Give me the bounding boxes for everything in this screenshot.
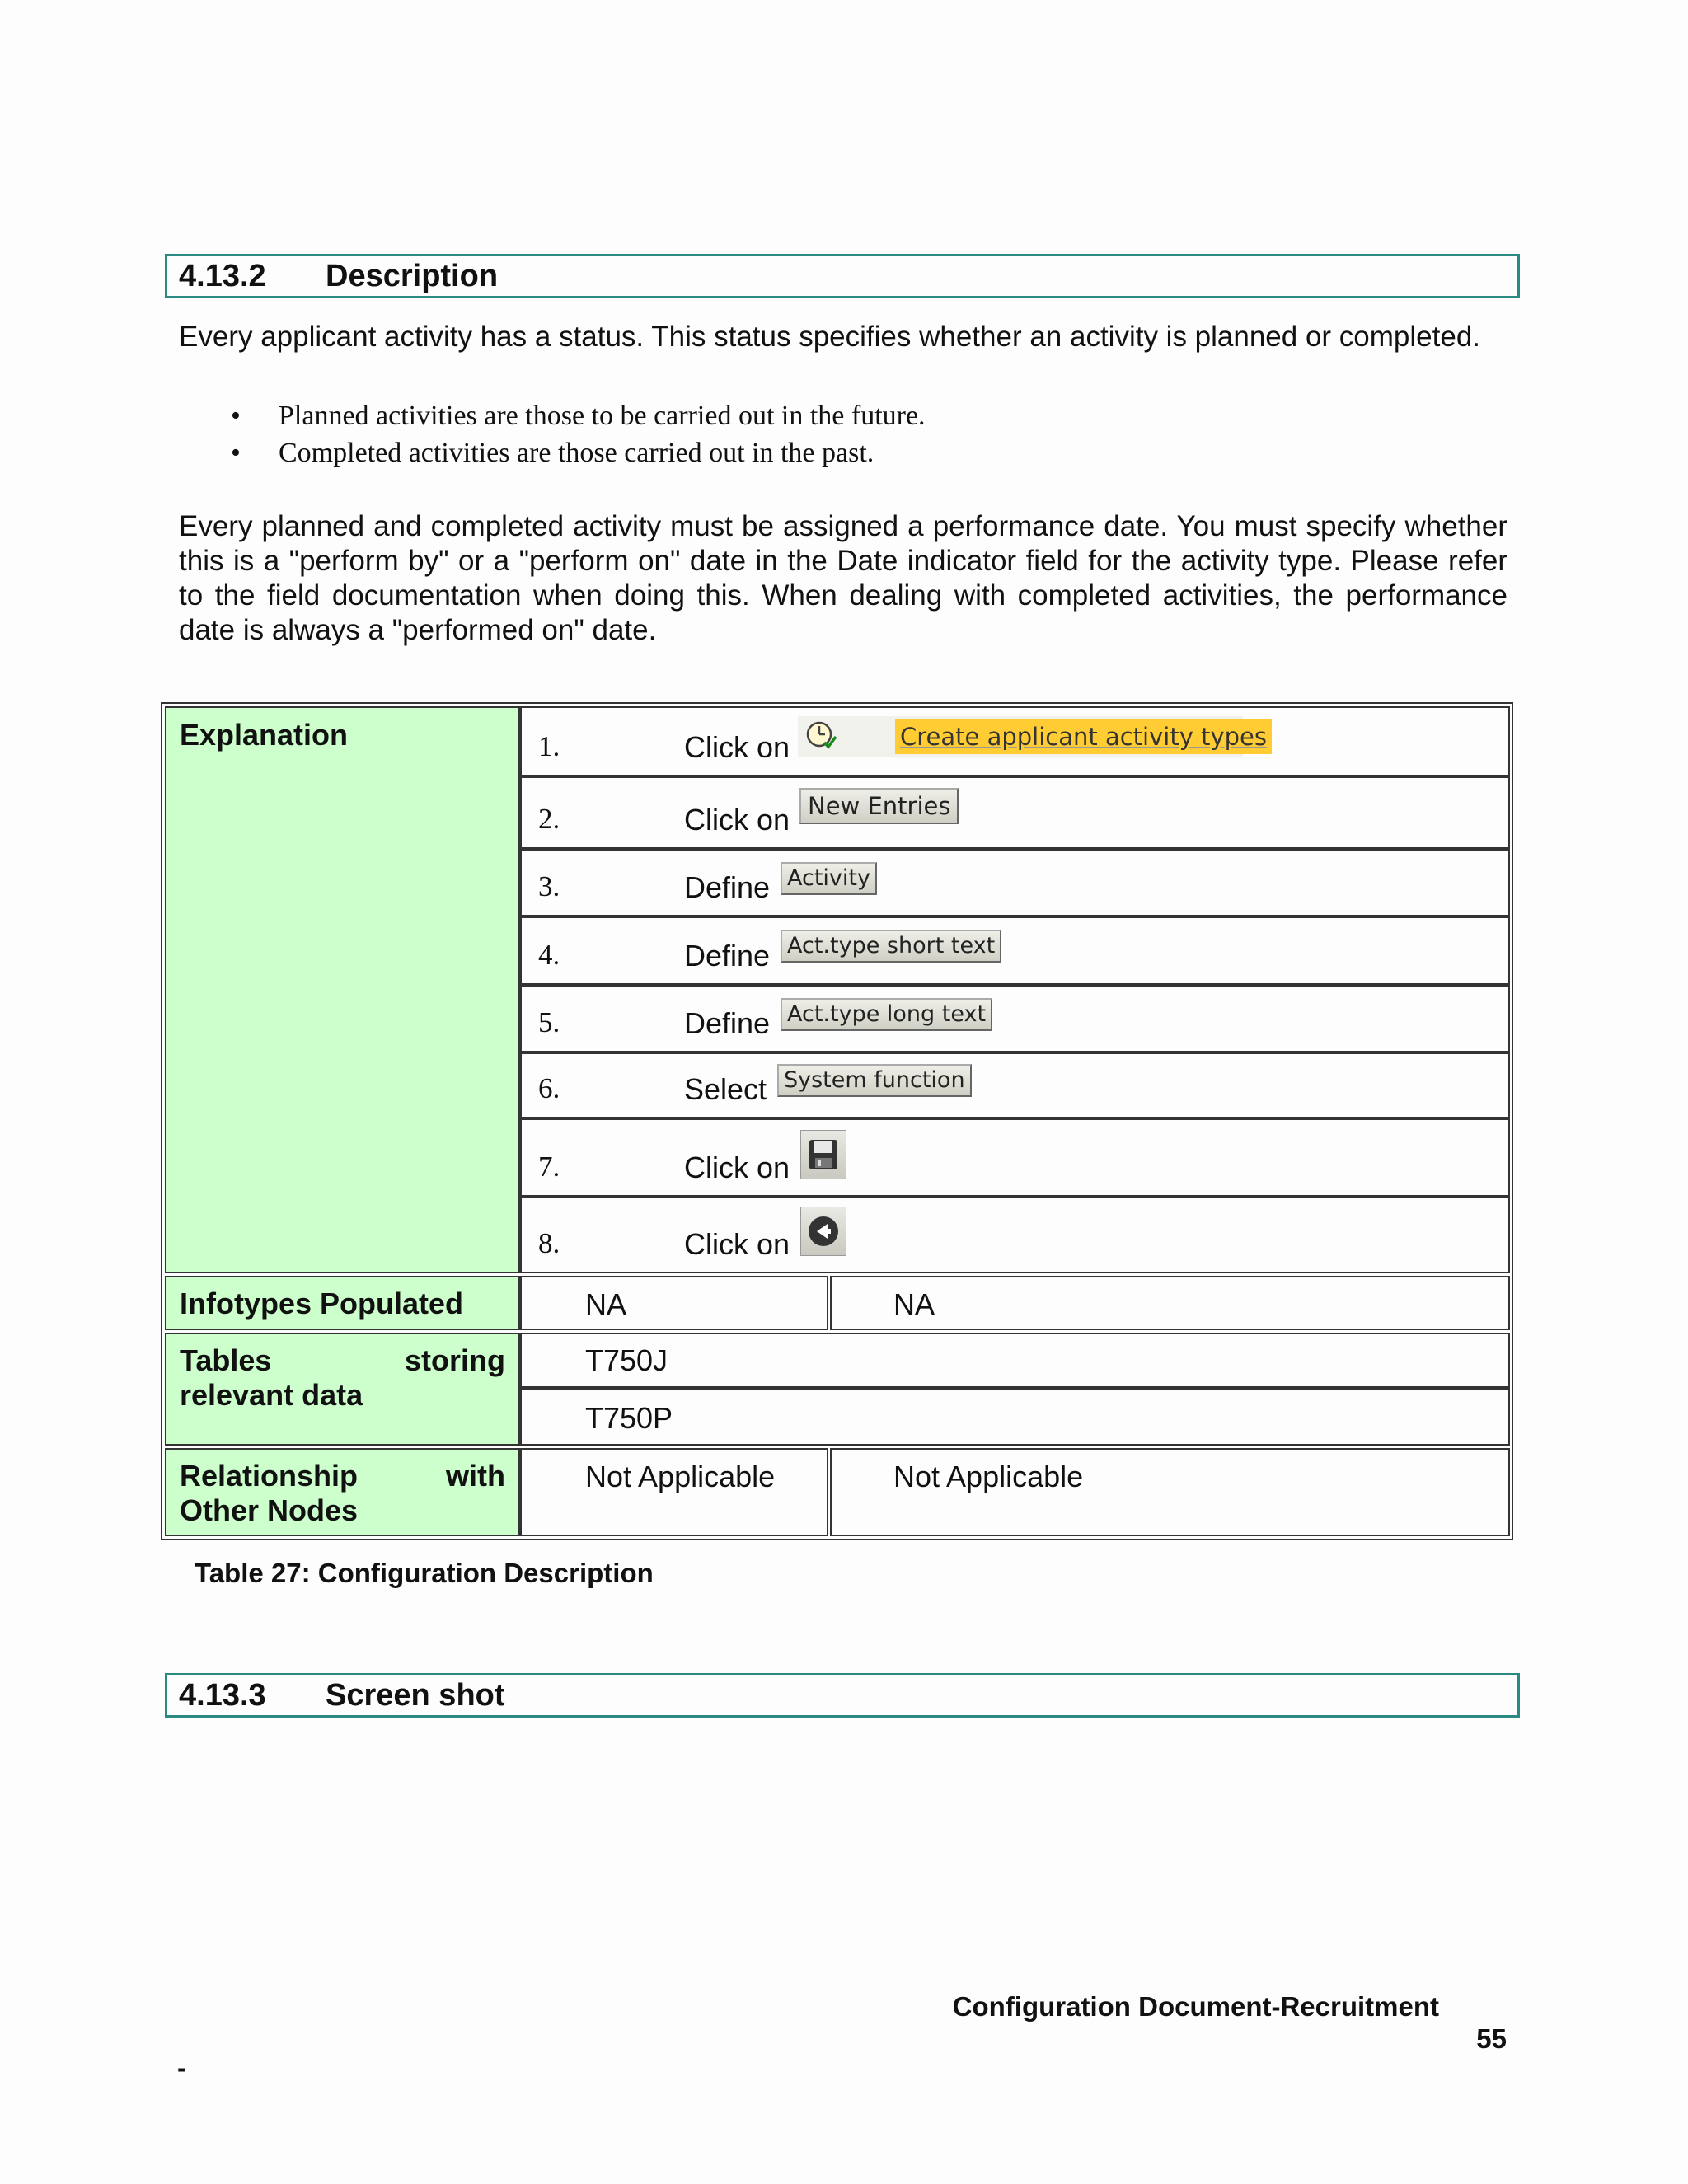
- list-item: • Planned activities are those to be carried out in the future.: [231, 397, 926, 434]
- create-activity-types-node[interactable]: [798, 716, 1267, 757]
- infotypes-label-cell: [165, 1276, 520, 1330]
- table-name: T750J: [585, 1343, 668, 1377]
- section-number: 4.13.2: [179, 258, 266, 293]
- step-action: Click on: [684, 1151, 790, 1184]
- relationship-label-line1: Relationship with: [180, 1459, 505, 1493]
- step-action: Define: [684, 870, 771, 904]
- section-title: Description: [326, 258, 499, 293]
- step-number: 8.: [538, 1227, 560, 1259]
- step-number: 7.: [538, 1151, 560, 1183]
- step-row-7: [520, 1118, 1510, 1197]
- step-row-5: [520, 985, 1510, 1052]
- new-entries-button[interactable]: New Entries: [799, 788, 959, 824]
- step-row-3: [520, 849, 1510, 916]
- infotypes-value-cell: [520, 1276, 828, 1330]
- tables-label-line1: Tables storing: [180, 1343, 505, 1377]
- page-number: 55: [1476, 2023, 1507, 2054]
- list-item: • Completed activities are those carried out in the past.: [231, 434, 926, 471]
- footer-document-title: Configuration Document-Recruitment: [952, 1991, 1439, 2022]
- step-row-8: [520, 1197, 1510, 1273]
- tables-value-cell: [520, 1388, 1510, 1446]
- step-row-1: [520, 706, 1510, 776]
- save-icon: [808, 1138, 839, 1171]
- save-button[interactable]: [800, 1130, 846, 1179]
- act-type-long-text-field[interactable]: Act.type long text: [781, 998, 992, 1031]
- infotypes-value: NA: [585, 1287, 627, 1321]
- back-icon: [806, 1214, 841, 1249]
- tables-label-cell: [165, 1333, 520, 1446]
- footer-dash: -: [177, 2052, 186, 2083]
- step-action: Click on: [684, 730, 790, 764]
- step-number: 4.: [538, 939, 560, 971]
- clock-check-icon: [803, 718, 839, 754]
- step-number: 6.: [538, 1072, 560, 1104]
- activity-field-label[interactable]: Activity: [781, 862, 877, 895]
- step-number: 5.: [538, 1006, 560, 1038]
- section-header-description: [165, 254, 1520, 298]
- relationship-value-cell: [520, 1448, 828, 1536]
- step-row-4: [520, 916, 1510, 985]
- step-number: 3.: [538, 870, 560, 902]
- step-action: Define: [684, 1006, 771, 1040]
- step-number: 1.: [538, 730, 560, 762]
- status-bullet-list: [231, 397, 926, 471]
- step-action: Click on: [684, 1227, 790, 1261]
- relationship-value: Not Applicable: [585, 1460, 776, 1493]
- intro-paragraph: Every applicant activity has a status. This status specifies whether an activity is planned or completed.: [179, 321, 1481, 353]
- relationship-label-cell: [165, 1448, 520, 1536]
- performance-date-paragraph: Every planned and completed activity must be assigned a performance date. You must specify whether this is a "perform by" or a "perform on" date in the Date indicator field for the activity type. Please refer to the field documentation when doing this. When dealing with completed activities, the performance date is always a "performed on" date.: [179, 510, 1507, 646]
- table-caption: Table 27: Configuration Description: [195, 1558, 654, 1588]
- step-number: 2.: [538, 803, 560, 835]
- step-action: Define: [684, 939, 771, 972]
- infotypes-value: NA: [893, 1287, 935, 1321]
- step-action: Select: [684, 1072, 767, 1106]
- system-function-field[interactable]: System function: [777, 1064, 972, 1097]
- section-header-screen-shot: [165, 1673, 1520, 1718]
- explanation-label-cell: [165, 706, 520, 1273]
- infotypes-label: Infotypes Populated: [180, 1286, 464, 1320]
- explanation-label: Explanation: [180, 718, 349, 752]
- act-type-short-text-field[interactable]: Act.type short text: [781, 930, 1001, 963]
- section-title: Screen shot: [326, 1677, 505, 1713]
- back-button[interactable]: [800, 1207, 846, 1256]
- infotypes-value-cell: [830, 1276, 1510, 1330]
- table-name: T750P: [585, 1401, 673, 1435]
- relationship-value: Not Applicable: [893, 1460, 1084, 1493]
- relationship-value-cell: [830, 1448, 1510, 1536]
- step-row-6: [520, 1052, 1510, 1118]
- relationship-label-line2: Other Nodes: [180, 1493, 359, 1527]
- step-action: Click on: [684, 803, 790, 837]
- create-activity-types-link[interactable]: Create applicant activity types: [895, 719, 1272, 754]
- tables-label-line2: relevant data: [180, 1378, 363, 1412]
- tables-value-cell: [520, 1333, 1510, 1388]
- section-number: 4.13.3: [179, 1677, 266, 1713]
- step-row-2: [520, 776, 1510, 849]
